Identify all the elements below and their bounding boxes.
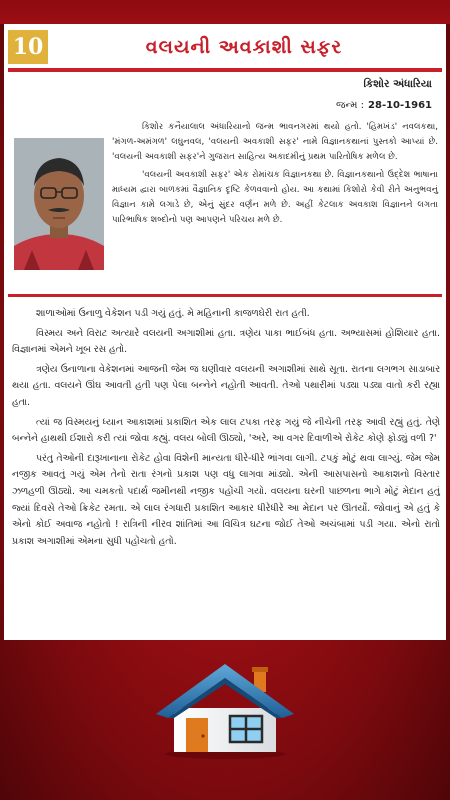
story-text (12, 306, 440, 553)
story-paragraph: ત્રણેય ઉનાળાના વેકેશનમાં આજની જેમ જ ઘણીવાર વલયની અગાશીમાં સાથે સૂતા. રાતના લગભગ સાડાબાર થયા હતા. વલયને ઊંઘ આવતી હતી પણ પેલા બન્નેને નહોતી આવતી. તેઓ પથારીમાં પડ્યા પડ્યા વાતો કરી રહ્યા હતા. (12, 363, 440, 408)
author-birth (336, 100, 432, 111)
story-paragraph: ત્યાં જ વિસ્મયનું ધ્યાન આકાશમાં પ્રકાશિત એક લાલ ટપકા તરફ ગયું જે નીચેની તરફ આવી રહ્યું હતું. તેણે બન્નેને હાથથી ઈશારો કરી ત્યાં જોવા કહ્યું. વલય બોલી ઊઠ્યો, 'અરે, આ વગર દિવાળીએ રોકેટ કોણે ફોડ્યું વળી ?' (12, 416, 440, 445)
home-icon (150, 656, 300, 760)
section-divider (8, 294, 442, 297)
story-paragraph: વિસ્મય અને વિરાટ અત્યારે વલયની અગાશીમાં હતા. ત્રણેય પાકા ભાઈબંધ હતા. અભ્યાસમાં હોશિયાર હતા. વિજ્ઞાનમાં એમને ખૂબ રસ હતો. (12, 327, 440, 356)
birth-date: 28-10-1961 (368, 100, 432, 111)
book-page (4, 24, 446, 640)
birth-label: જન્મ : (335, 100, 365, 111)
bio-paragraph: 'વલયની અવકાશી સફર' એક રોમાંચક વિજ્ઞાનકથા છે. વિજ્ઞાનકથાનો ઉદ્દેશ ભાષાના માધ્યમ દ્વારા બાળકમાં વૈજ્ઞાનિક દૃષ્ટિ કેળવવાનો હોય. આ કથામાં કિશોરો કેવી રીતે અનુભવનું વિજ્ઞાન કામે લગાડે છે, એનું સુંદર વર્ણન મળે છે. અહીં કેટલાક અવકાશ વિજ્ઞાનને લગતા પારિભાષિક શબ્દોનો પણ આપણને પરિચય મળે છે. (112, 169, 438, 226)
author-bio (112, 120, 438, 230)
header-divider (8, 68, 442, 72)
story-paragraph: પરંતુ તેઓની દારૂખાનાના રોકેટ હોવા વિશેની માન્યતા ધીરે-ધીરે ભાંગવા લાગી. ટપકું મોટું થવા લાગ્યું. જેમ જેમ નજીક આવતું ગયું એમ તેનો રાતા રંગનો પ્રકાશ પણ વધુ લાગવા માંડ્યો. એની આસપાસનો આકાશનો વિસ્તાર ઝળહળી ઊઠ્યો. આ ચમકતો પદાર્થ જમીનથી નજીક પહોંચી ગયો. વલયના ઘરની પાછળના ભાગે મોટું મેદાન હતું જ્યાં દિવસે તેઓ ક્રિકેટ રમતા. એ લાલ રંગધારી પ્રકાશિત આકાર ધીરેધીરે આ મેદાન પર ઊતર્યો. જોવાનું એ હતું કે એનો કોઈ અવાજ નહોતો ! રાત્રિની નીરવ શાંતિમાં આ વિચિત્ર ઘટના જોઈ તેઓ અચંબામાં પડી ગયા. એનો રાતો પ્રકાશ અગાશીમાં એમના સુધી પહોંચતો હતો. (12, 452, 440, 547)
chapter-number: 10 (8, 30, 48, 64)
story-paragraph: શાળાઓમાં ઉનાળુ વેકેશન પડી ગયું હતું. મે મહિનાની કાજળઘેરી રાત હતી. (36, 308, 310, 319)
chapter-title: વલયની અવકાશી સફર (145, 36, 343, 58)
top-bar (0, 0, 450, 24)
author-photo (14, 138, 104, 270)
bio-paragraph: કિશોર કનૈયાલાલ અંધારિયાનો જન્મ ભાવનગરમાં થયો હતો. 'હિમખંડ' નવલકથા, 'મંગળ-અમંગળ' લઘુનવલ, 'વલયની અવકાશી સફર' નામે વિજ્ઞાનકથાનાં પુસ્તકો આપ્યાં છે. 'વલયની અવકાશી સફર'ને ગુજરાત સાહિત્ય અકાદમીનું પ્રથમ પારિતોષિક મળેલ છે. (112, 122, 438, 163)
chapter-header (4, 24, 446, 68)
author-name: કિશોર અંધારિયા (363, 78, 432, 90)
home-button[interactable] (150, 656, 300, 760)
